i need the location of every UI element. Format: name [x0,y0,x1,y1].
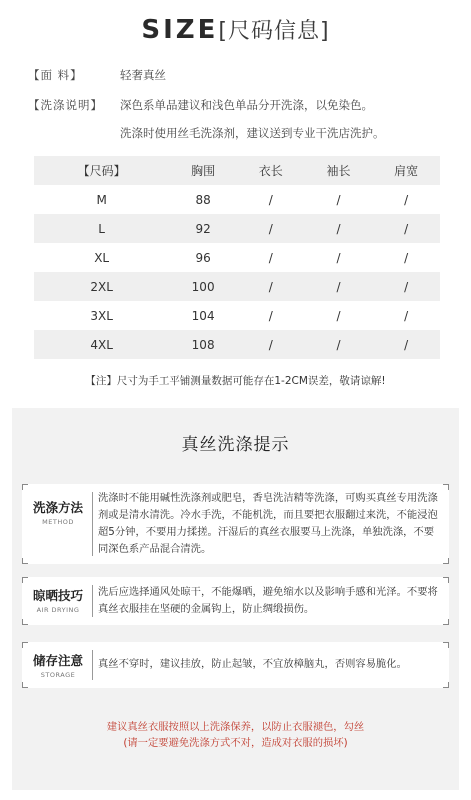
size-table [34,156,440,359]
drying-title: 晾晒技巧 [32,588,83,603]
corner-mark [443,682,449,688]
table-row [34,301,440,330]
table-row [34,214,440,243]
cell-length: / [268,308,273,323]
measurement-note: 【注】尺寸为手工平铺测量数据可能存在1-2CM误差，敬请谅解! [85,375,386,387]
cell-sleeve: / [336,337,341,352]
corner-mark [443,484,449,490]
cell-shoulder: / [404,250,409,265]
care-title: 真丝洗涤提示 [181,435,290,455]
care-box-storage [22,642,449,688]
fabric-label: 【面 料】 [28,68,83,82]
divider [92,650,93,680]
drying-key [22,586,94,614]
method-subtitle: METHOD [42,518,74,526]
cell-shoulder: / [404,279,409,294]
cell-sleeve: / [336,221,341,236]
size-subtitle: [尺码信息] [218,19,330,44]
wash-line-1: 深色系单品建议和浅色单品分开洗涤，以免染色。 [120,98,373,112]
cell-size: L [98,221,105,236]
drying-text: 洗后应选择通风处晾干，不能爆晒，避免缩水以及影响手感和光泽。不要将真丝衣服挂在坚硬的金属钩上，防止绸缎损伤。 [98,586,438,615]
cell-size: XL [94,250,110,265]
storage-title: 储存注意 [32,653,83,668]
cell-shoulder: / [404,308,409,323]
header-shoulder: 肩宽 [394,164,419,178]
cell-chest: 108 [191,337,215,352]
cell-chest: 92 [195,221,211,236]
table-header-row [34,156,440,185]
cell-length: / [268,192,273,207]
storage-subtitle: STORAGE [40,671,76,679]
header-length: 衣长 [258,164,283,178]
corner-mark [22,484,28,490]
corner-mark [443,558,449,564]
divider [92,585,93,617]
cell-shoulder: / [404,337,409,352]
cell-size: 4XL [90,337,113,352]
size-header [0,14,471,45]
care-box-drying [22,577,449,625]
size-title: SIZE [141,15,219,45]
fabric-value: 轻奢真丝 [120,68,166,82]
footer-line-2: (请一定要避免洗涤方式不对，造成对衣服的损坏) [123,737,348,749]
header-sleeve: 袖长 [326,164,351,178]
method-key [22,498,94,526]
cell-size: 2XL [90,279,113,294]
cell-size: 3XL [90,308,113,323]
corner-mark [443,577,449,583]
table-row [34,272,440,301]
wash-line-2: 洗涤时使用丝毛洗涤剂，建议送到专业干洗店洗护。 [120,126,385,140]
cell-shoulder: / [404,192,409,207]
corner-mark [443,619,449,625]
header-size: 【尺码】 [77,164,126,178]
cell-sleeve: / [336,279,341,294]
method-text: 洗涤时不能用碱性洗涤剂或肥皂，香皂洗洁精等洗涤，可购买真丝专用洗涤剂或是清水清洗。冷水手洗，不能机洗，而且要把衣服翻过来洗，不能浸泡超5分钟，不要用力揉搓。汗湿后的真丝衣服要马上洗涤，单独洗涤，不要同深色系产品混合清洗。 [98,492,438,555]
corner-mark [22,558,28,564]
cell-shoulder: / [404,221,409,236]
divider [92,492,93,556]
corner-mark [22,577,28,583]
footer-note [0,719,471,751]
drying-subtitle: AIR DRYING [36,606,80,614]
method-title: 洗涤方法 [32,500,83,515]
table-row [34,185,440,214]
cell-length: / [268,250,273,265]
cell-sleeve: / [336,308,341,323]
header-chest: 胸围 [191,164,216,178]
corner-mark [22,619,28,625]
cell-chest: 96 [195,250,211,265]
storage-text: 真丝不穿时，建议挂放，防止起皱，不宜放樟脑丸，否则容易脆化。 [98,658,407,670]
cell-length: / [268,279,273,294]
cell-chest: 100 [191,279,215,294]
cell-size: M [96,192,107,207]
storage-key [22,651,94,679]
table-row [34,243,440,272]
footer-line-1: 建议真丝衣服按照以上洗涤保养，以防止衣服褪色，勾丝 [106,721,365,733]
cell-length: / [268,337,273,352]
table-row [34,330,440,359]
care-box-method [22,484,449,564]
corner-mark [22,682,28,688]
corner-mark [443,642,449,648]
cell-length: / [268,221,273,236]
wash-label: 【洗涤说明】 [28,98,103,112]
cell-sleeve: / [336,192,341,207]
cell-sleeve: / [336,250,341,265]
cell-chest: 88 [195,192,211,207]
corner-mark [22,642,28,648]
cell-chest: 104 [191,308,215,323]
